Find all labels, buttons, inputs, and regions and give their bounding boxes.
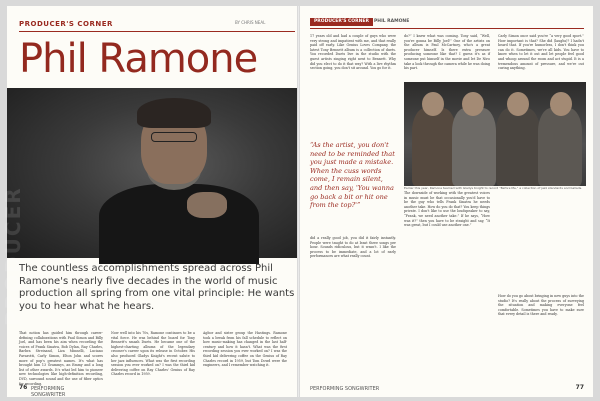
photo-head <box>550 92 572 116</box>
photo-head <box>422 92 444 116</box>
photo-person <box>538 108 582 186</box>
pull-quote: “As the artist, you don't need to be reminded that you just made a mistake. When the cuss words come, I remain silent, and then say, 'You wanna go back a bit or hit one from the top?'” <box>310 141 395 210</box>
page-number: 76 <box>19 384 28 391</box>
body-column-5: How do you go about bringing in new guys into the studio? It's really about the process of surveying the situation and making everyone feel comfortable. Sometimes you have to make sure that every detail is there and ready. <box>498 294 584 317</box>
body-column-4: The downside of working with the greatest voices in music must be that occasionally you'd have to be the guy who tells Frank Sinatra he needs another take. How do you do that? You keep things private. I don't like to use the loudspeaker to say, “Frank, we need another take.” If he says, “How was it?” then you have to be straight and say, “It was great, but I could use another one.” <box>404 191 490 228</box>
publication-name: PERFORMING SONGWRITER <box>31 386 66 398</box>
left-page <box>1 6 297 398</box>
photo-hand <box>187 192 227 218</box>
photo-person <box>412 108 456 186</box>
article-deck: The countless accomplishments spread across Phil Ramone's nearly five decades in the world of music production all spring from one vital principle: He wants you to hear what he hears. <box>19 263 295 312</box>
section-tag: PRODUCER'S CORNER <box>19 20 113 28</box>
page-number: 77 <box>575 384 584 391</box>
body-column-1: 17 years old and had a couple of guys who were very strong and impatient with me, and that really paid off early. Like Genius Loves Company, the latest Tony Bennett album is a collection of duets. You recorded Duets live in the studio with the guest artists singing right next to Bennett. Why did you elect to do it that way? With a live rhythm section going, you don't sit around. You go for it. <box>310 34 396 71</box>
section-name: PHIL RAMONE <box>374 19 410 24</box>
photo-person <box>496 108 540 186</box>
header-rule <box>19 31 295 32</box>
right-page <box>300 6 593 397</box>
byline: BY CHRIS NEAL <box>235 20 266 25</box>
photo-head <box>462 92 484 116</box>
photo-head <box>507 92 529 116</box>
side-text: PRODUCER <box>1 186 25 326</box>
body-column-1: That notion has guided him through career-defining collaborations with Paul Simon and Billy Joel, and has been his aim when recording the voices of Frank Sinatra, Bob Dylan, Ray Charles, Barbra Streisand, Liza Minnelli, Luciano Pavarotti, Carly Simon, Elton John and scores more of pop's greatest names. It's what has brought him 13 Grammys, an Emmy and a long list of other awards. It's what led him to pioneer new technologies like high-definition recording, DVD, surround sound and the use of fiber optics for recording. <box>19 331 103 386</box>
article-title: Phil Ramone <box>19 36 258 82</box>
photo-caption: Earlier this year, Ramone teamed with Gladys Knight to record “Before Me,” a collection of jazz standards and ballads. <box>404 186 583 190</box>
body-column-2: do?” I knew what was coming. Tony said, “Well, you're gonna be Billy Joel!” One of the artists on the album is Paul McCartney, who's a great producer himself. Is there extra pressure producing someone like that? I guess it's as if someone put himself in the movie and let De Niro take a look through the camera while he was doing his part. <box>404 34 490 71</box>
photo-person <box>452 108 496 186</box>
group-photo <box>404 82 586 186</box>
section-tag: PRODUCER'S CORNER <box>310 18 373 26</box>
body-column-1-continued: did a really good job, you did it fairly instantly. People were taught to do at least three songs per hour. Sounds ridiculous, but it wasn't. I like the process to be immediate, and a lot of early performances are what really count. <box>310 236 396 259</box>
photo-body <box>99 184 259 264</box>
body-column-2: Now well into his 70s, Ramone continues to be a vital force. He was behind the board for Tony Bennett's smash Duets. He became one of the highest-charting albums of the legendary crooner's career upon its release in October. His also produced Gladys Knight's recent salute to her jazz influences. What was the first recording session you ever worked on? I was the third kid delivering coffee on Ray Charles' Genius of Ray Charles record in 1959. <box>111 331 195 377</box>
right-header <box>310 18 584 26</box>
header-rule <box>310 28 584 29</box>
body-column-3: Agbor and sister group the Hastings. Ramone took a break from his fall schedule to reflect on how music-making has changed in the last half-century and how it hasn't. What was the first recording session you ever worked on? I was the third kid delivering coffee on the Genius of Ray Charles record in 1959, but Tom Dowd were the engineers, and I remember watching it. <box>203 331 287 368</box>
body-column-3: Carly Simon once said you're “a very good sport.” How important is that? She did (laughs)? I hadn't heard that. If you're humorless, I don't think you can do it. Sometimes, we're all kids. You have to know when to let it out and let people feel good and whoop around the room and act stupid. It is a tremendous amount of pressure, and we're out curing anything. <box>498 34 584 71</box>
photo-hair <box>137 98 211 128</box>
photo-glasses <box>151 132 197 142</box>
publication-name: PERFORMING SONGWRITER <box>310 386 380 392</box>
